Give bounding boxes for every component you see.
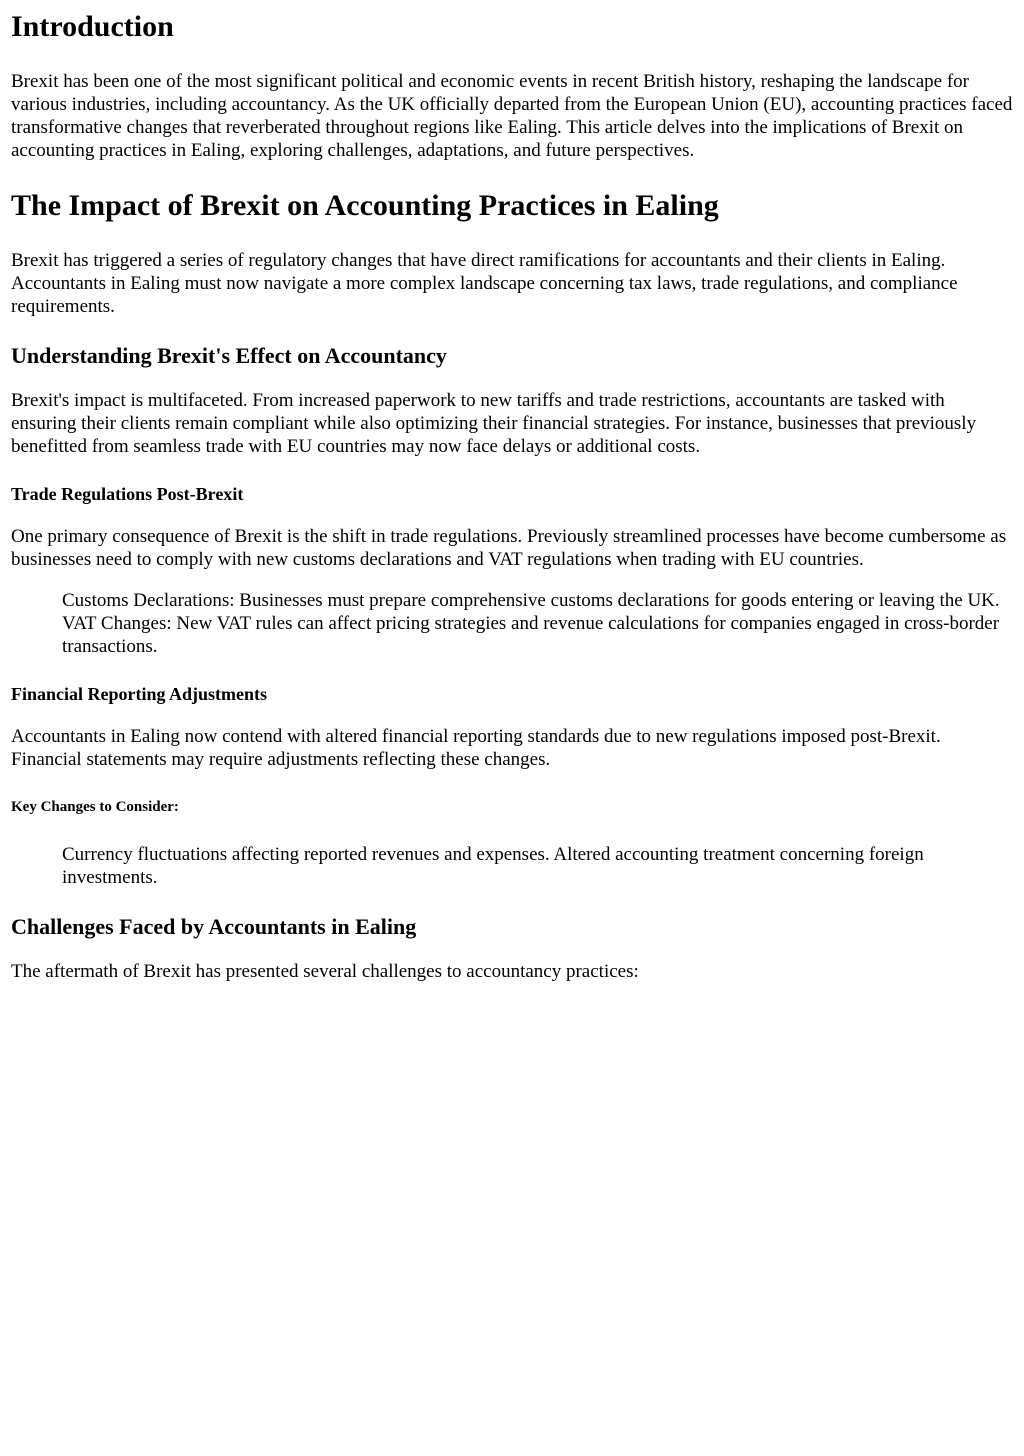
reporting-heading: Financial Reporting Adjustments [11, 684, 268, 704]
challenges-heading: Challenges Faced by Accountants in Ealing [11, 914, 417, 939]
reporting-paragraph: Accountants in Ealing now contend with altered financial reporting standards due to new regulations imposed post-Brexit. Financial statements may require adjustments reflecting these changes. [11, 726, 941, 770]
challenges-paragraph: The aftermath of Brexit has presented several challenges to accountancy practices: [11, 961, 639, 982]
understanding-heading: Understanding Brexit's Effect on Accountancy [11, 343, 447, 368]
article [0, 10, 1024, 983]
understanding-paragraph: Brexit's impact is multifaceted. From increased paperwork to new tariffs and trade restrictions, accountants are tasked with ensuring their clients remain compliant while also optimizing their financial strategies. For instance, businesses that previously benefitted from seamless trade with EU countries may now face delays or additional costs. [11, 390, 977, 457]
impact-heading: The Impact of Brexit on Accounting Practices in Ealing [11, 189, 719, 222]
intro-heading: Introduction [11, 10, 174, 43]
trade-quote: Customs Declarations: Businesses must prepare comprehensive customs declarations for goods entering or leaving the UK. VAT Changes: New VAT rules can affect pricing strategies and revenue calculations for companies engaged in cross-border transactions. [62, 590, 1000, 657]
trade-paragraph: One primary consequence of Brexit is the shift in trade regulations. Previously streamlined processes have become cumbersome as businesses need to comply with new customs declarations and VAT regulations when trading with EU countries. [11, 526, 1007, 570]
impact-paragraph: Brexit has triggered a series of regulatory changes that have direct ramifications for accountants and their clients in Ealing. Accountants in Ealing must now navigate a more complex landscape concerning tax laws, trade regulations, and compliance requirements. [11, 250, 958, 317]
key-changes-heading: Key Changes to Consider: [11, 799, 179, 815]
trade-heading: Trade Regulations Post-Brexit [11, 484, 244, 504]
intro-paragraph: Brexit has been one of the most significant political and economic events in recent British history, reshaping the landscape for various industries, including accountancy. As the UK officially departed from the European Union (EU), accounting practices faced transformative changes that reverberated throughout regions like Ealing. This article delves into the implications of Brexit on accounting practices in Ealing, exploring challenges, adaptations, and future perspectives. [11, 71, 1013, 161]
key-changes-quote: Currency fluctuations affecting reported revenues and expenses. Altered accounting treatment concerning foreign investments. [62, 844, 924, 888]
